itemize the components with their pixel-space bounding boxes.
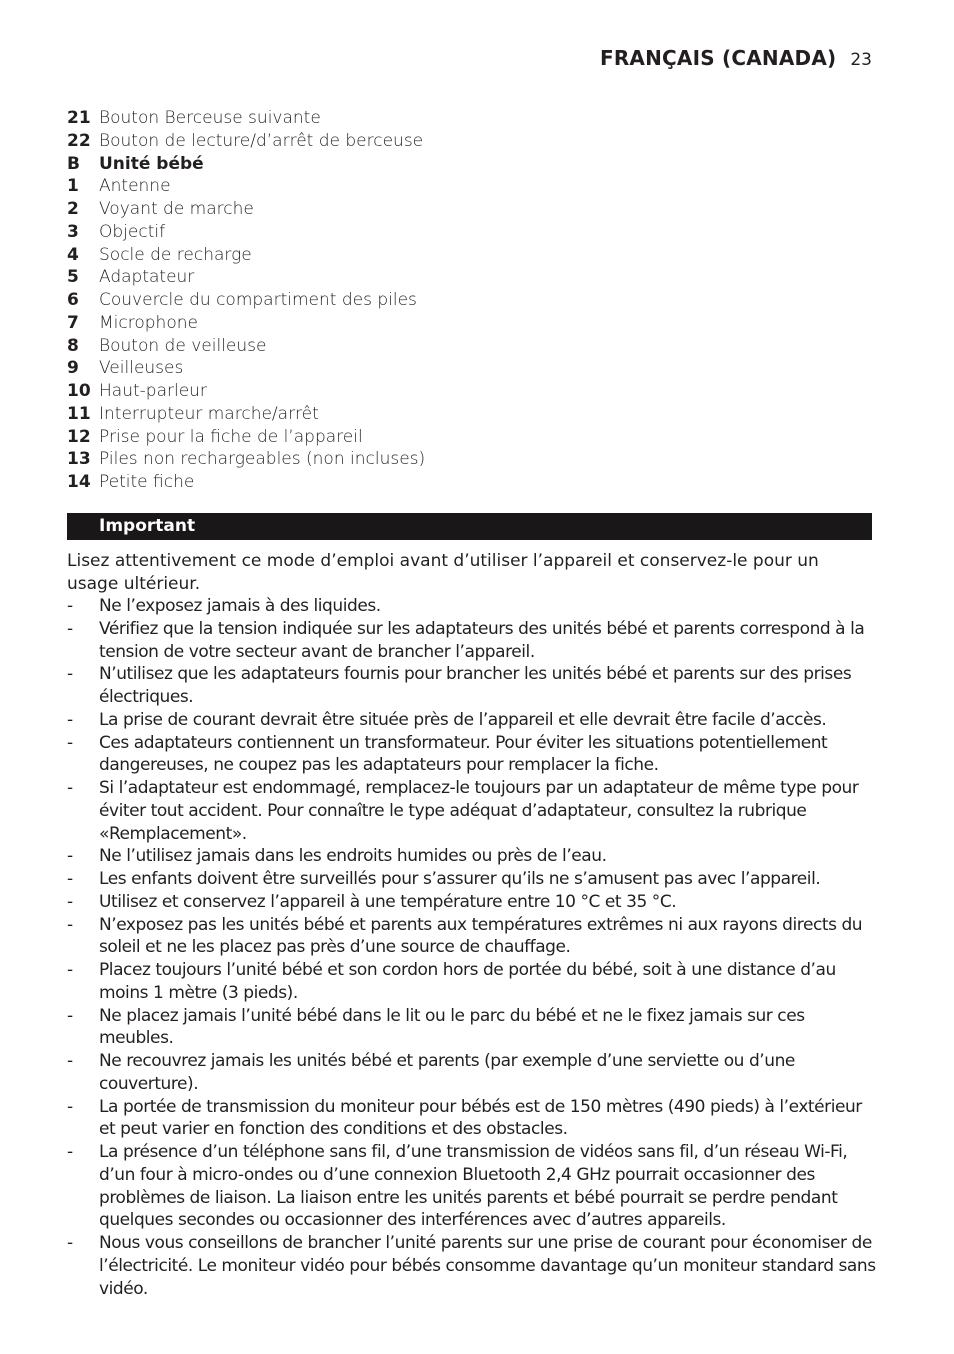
item-number: 7 [67, 312, 79, 333]
list-item [67, 618, 877, 664]
warning-text: Si l’adaptateur est endommagé, remplacez-le toujours par un adaptateur de même type pour éviter tout accident. Pour connaître le type adéquat d’adaptateur, consultez la rubrique «Remplacement». [99, 778, 859, 844]
intro-paragraph: Lisez attentivement ce mode d’emploi avant d’utiliser l’appareil et conservez-le pour un usage ultérieur. [67, 551, 819, 594]
bullet-dash: - [67, 618, 74, 639]
list-item [67, 1050, 877, 1096]
list-item [67, 175, 872, 198]
section-heading-important: Important [67, 513, 872, 540]
item-number: 6 [67, 290, 79, 310]
item-number: 9 [67, 358, 79, 379]
list-item [67, 198, 872, 221]
item-number: 4 [67, 244, 79, 265]
bullet-dash: - [67, 846, 74, 867]
warning-text: N’utilisez que les adaptateurs fournis pour brancher les unités bébé et parents sur des prises électriques. [99, 664, 852, 707]
warning-text: N’exposez pas les unités bébé et parents aux températures extrêmes ni aux rayons directs du soleil et ne les placez pas près d’une source de chauffage. [99, 914, 863, 958]
list-item [67, 868, 877, 891]
bullet-dash: - [67, 709, 74, 730]
bullet-dash: - [67, 960, 74, 980]
item-label: Microphone [99, 312, 198, 333]
warning-text: Nous vous conseillons de brancher l’unité parents sur une prise de courant pour économiser de l’électricité. Le moniteur vidéo pour bébés consomme davantage qu’un moniteur standard sans vidéo. [99, 1233, 876, 1299]
list-item [67, 426, 872, 449]
bullet-dash: - [67, 1233, 74, 1253]
item-number: 12 [67, 426, 91, 447]
list-item [67, 663, 877, 709]
item-label: Voyant de marche [99, 199, 254, 219]
bullet-dash: - [67, 1005, 74, 1026]
item-number: 11 [67, 403, 91, 424]
item-number: 10 [67, 381, 91, 401]
warning-text: La prise de courant devrait être située près de l’appareil et elle devrait être facile d’accès. [99, 709, 827, 730]
list-item [67, 244, 872, 267]
list-item [67, 130, 872, 153]
item-label: Objectif [99, 221, 166, 242]
list-subheading [67, 153, 872, 176]
bullet-dash: - [67, 778, 74, 798]
list-item [67, 1096, 877, 1142]
section-language-title: FRANÇAIS (CANADA) [599, 46, 837, 70]
warning-text: La portée de transmission du moniteur pour bébés est de 150 mètres (490 pieds) à l’extérieur et peut varier en fonction des conditions et des obstacles. [99, 1096, 862, 1140]
list-item [67, 777, 877, 845]
warning-text: Utilisez et conservez l’appareil à une température entre 10 °C et 35 °C. [99, 891, 677, 912]
warning-text: Vérifiez que la tension indiquée sur les adaptateurs des unités bébé et parents correspond à la tension de votre secteur avant de brancher l’appareil. [99, 618, 865, 662]
page-number: 23 [850, 50, 872, 70]
item-label: Piles non rechargeables (non incluses) [99, 449, 426, 470]
warning-text: Ces adaptateurs contiennent un transformateur. Pour éviter les situations potentiellement dangereuses, ne coupez pas les adaptateurs pour remplacer la fiche. [99, 732, 828, 776]
warning-text: Les enfants doivent être surveillés pour s’assurer qu’ils ne s’amusent pas avec l’appareil. [99, 869, 821, 889]
item-number: B [67, 153, 80, 174]
list-item [67, 845, 877, 868]
list-item [67, 312, 872, 335]
list-item [67, 732, 877, 778]
list-item [67, 891, 877, 914]
bullet-dash: - [67, 869, 74, 889]
item-number: 3 [67, 221, 79, 242]
item-number: 1 [67, 176, 79, 197]
item-label: Bouton de veilleuse [99, 335, 267, 356]
list-item [67, 289, 872, 312]
item-label: Unité bébé [99, 153, 204, 174]
item-number: 14 [67, 472, 91, 492]
item-number: 8 [67, 335, 79, 356]
list-item [67, 709, 877, 732]
parts-list [67, 107, 872, 494]
list-item [67, 266, 872, 289]
item-label: Antenne [99, 176, 171, 197]
warning-text: Ne recouvrez jamais les unités bébé et parents (par exemple d’une serviette ou d’une couverture). [99, 1051, 795, 1094]
item-label: Couvercle du compartiment des piles [99, 290, 417, 310]
item-label: Prise pour la fiche de l’appareil [99, 426, 363, 447]
list-item [67, 380, 872, 403]
bullet-dash: - [67, 596, 74, 616]
bullet-dash: - [67, 1142, 74, 1162]
list-item [67, 1232, 877, 1300]
item-label: Socle de recharge [99, 244, 252, 265]
bullet-dash: - [67, 1051, 74, 1071]
item-number: 2 [67, 199, 79, 219]
bullet-dash: - [67, 664, 74, 685]
list-item [67, 221, 872, 244]
list-item [67, 471, 872, 494]
list-item [67, 357, 872, 380]
list-item [67, 335, 872, 358]
item-number: 21 [67, 108, 91, 128]
item-label: Interrupteur marche/arrêt [99, 403, 319, 424]
item-number: 22 [67, 130, 91, 151]
list-item [67, 403, 872, 426]
warning-text: Ne placez jamais l’unité bébé dans le lit ou le parc du bébé et ne le fixez jamais sur ces meubles. [99, 1005, 805, 1049]
item-number: 5 [67, 267, 79, 288]
warning-text: Ne l’utilisez jamais dans les endroits humides ou près de l’eau. [99, 846, 607, 867]
warning-text: La présence d’un téléphone sans fil, d’une transmission de vidéos sans fil, d’un réseau Wi-Fi, d’un four à micro-ondes ou d’une connexion Bluetooth 2,4 GHz pourrait occasionner des problèmes de liaison. La liaison entre les unités parents et bébé pourrait se perdre pendant quelques secondes ou occasionner des interférences avec d’autres appareils. [99, 1142, 848, 1231]
warning-text: Placez toujours l’unité bébé et son cordon hors de portée du bébé, soit à une distance d’au moins 1 mètre (3 pieds). [99, 960, 836, 1003]
item-label: Petite fiche [99, 472, 195, 492]
page-header [600, 46, 872, 70]
item-label: Veilleuses [99, 358, 184, 379]
list-item [67, 448, 872, 471]
bullet-dash: - [67, 914, 74, 935]
list-item [67, 595, 877, 618]
warning-text: Ne l’exposez jamais à des liquides. [99, 596, 381, 616]
item-label: Adaptateur [99, 267, 195, 288]
bullet-dash: - [67, 891, 74, 912]
item-number: 13 [67, 449, 91, 470]
bullet-dash: - [67, 1096, 74, 1117]
bullet-dash: - [67, 732, 74, 753]
item-label: Bouton de lecture/d’arrêt de berceuse [99, 130, 424, 151]
item-label: Haut-parleur [99, 381, 207, 401]
list-item [67, 1005, 877, 1051]
list-item [67, 1141, 877, 1232]
list-item [67, 914, 877, 960]
list-item [67, 107, 872, 130]
item-label: Bouton Berceuse suivante [99, 108, 321, 128]
safety-warnings-list [67, 595, 877, 1300]
list-item [67, 959, 877, 1005]
